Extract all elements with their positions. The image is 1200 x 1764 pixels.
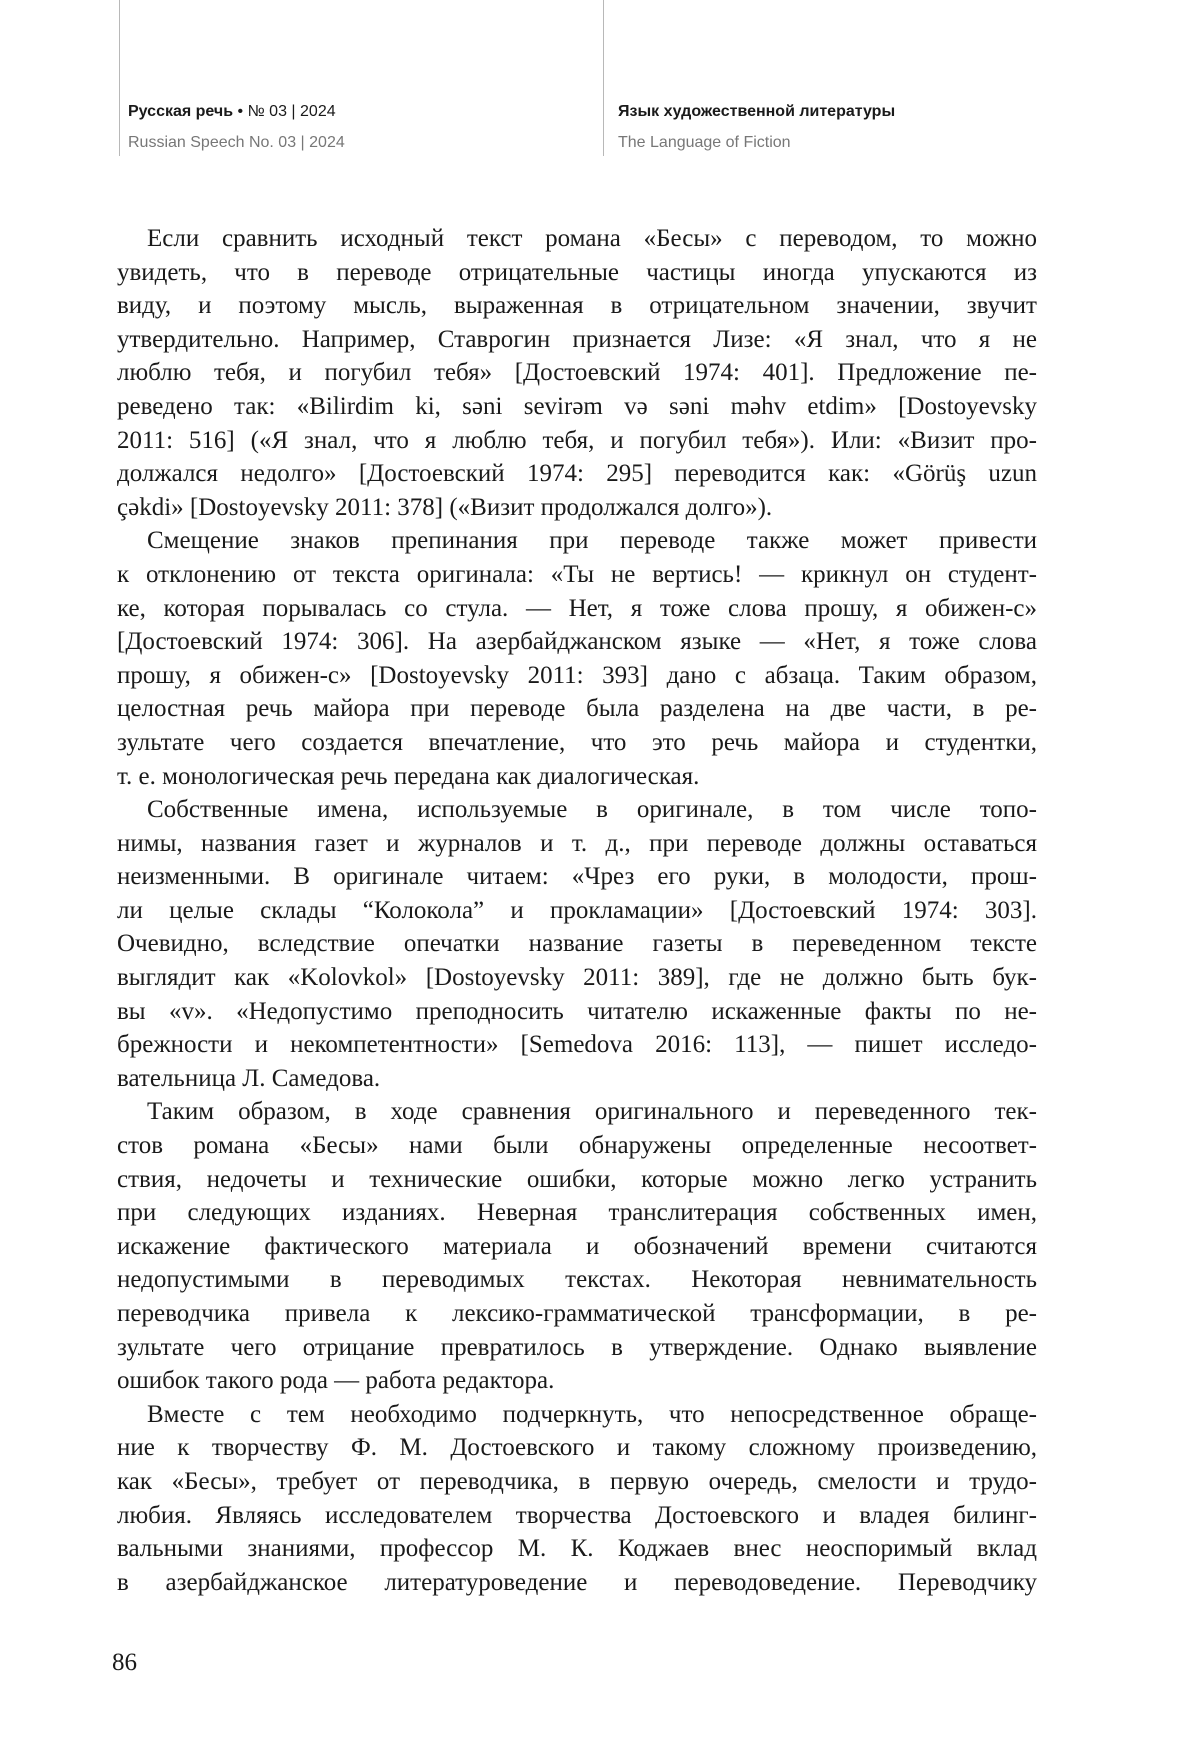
journal-title: [128, 102, 345, 122]
paragraph: [117, 793, 1037, 1095]
text-line: Вместе с тем необходимо подчеркнуть, что непосредственное обраще-: [147, 1400, 1037, 1428]
text-line: т. е. монологическая речь передана как диалогическая.: [117, 762, 700, 790]
text-line: стов романа «Бесы» нами были обнаружены определенные несоответ-: [117, 1132, 1037, 1160]
header-divider-right: [603, 0, 604, 156]
page-number: 86: [112, 1649, 137, 1676]
text-line: Таким образом, в ходе сравнения оригинального и переведенного тек-: [147, 1098, 1037, 1126]
text-line: брежности и некомпетентности» [Semedova 2016: 113], — пишет исследо-: [117, 1031, 1037, 1059]
text-line: в азербайджанское литературоведение и переводоведение. Переводчику: [117, 1568, 1037, 1596]
text-line: ние к творчеству Ф. М. Достоевского и такому сложному произведению,: [117, 1434, 1037, 1462]
text-line: к отклонению от текста оригинала: «Ты не вертись! — крикнул он студент-: [117, 560, 1037, 588]
text-line: увидеть, что в переводе отрицательные частицы иногда упускаются из: [117, 258, 1037, 286]
text-line: как «Бесы», требует от переводчика, в первую очередь, смелости и трудо-: [117, 1467, 1037, 1495]
text-line: целостная речь майора при переводе была разделена на две части, в ре-: [117, 695, 1037, 723]
text-line: ли целые склады “Колокола” и прокламации» [Достоевский 1974: 303].: [117, 896, 1037, 924]
paragraph: [117, 1095, 1037, 1397]
journal-title-en: Russian Speech No. 03 | 2024: [128, 134, 345, 151]
text-line: недопустимыми в переводимых текстах. Некоторая невнимательность: [117, 1266, 1037, 1294]
text-line: нимы, названия газет и журналов и т. д., при переводе должны оставаться: [117, 829, 1037, 857]
text-line: люблю тебя, и погубил тебя» [Достоевский 1974: 401]. Предложение пе-: [117, 359, 1037, 387]
text-line: искажение фактического материала и обозначений времени считаются: [117, 1232, 1037, 1260]
text-line: прошу, я обижен-с» [Dostoyevsky 2011: 393] дано с абзаца. Таким образом,: [117, 661, 1037, 689]
text-line: ке, которая порывалась со стула. — Нет, я тоже слова прошу, я обижен-с»: [117, 594, 1037, 622]
journal-name-ru: Русская речь: [128, 103, 234, 120]
paragraph: [117, 1398, 1037, 1600]
text-line: виду, и поэтому мысль, выраженная в отрицательном значении, звучит: [117, 292, 1037, 320]
issue-ru: № 03 | 2024: [247, 103, 336, 120]
text-line: выглядит как «Kolovkol» [Dostoyevsky 2011: 389], где не должно быть бук-: [117, 964, 1037, 992]
text-line: переводчика привела к лексико-грамматической трансформации, в ре-: [117, 1300, 1037, 1327]
bullet: •: [233, 103, 248, 120]
running-header-right: [618, 102, 895, 153]
paragraph: [117, 222, 1037, 524]
text-line: вательница Л. Самедова.: [117, 1064, 381, 1092]
text-line: должался недолго» [Достоевский 1974: 295] переводится как: «Görüş uzun: [117, 460, 1037, 488]
text-line: зультате чего создается впечатление, что это речь майора и студентки,: [117, 728, 1037, 756]
text-line: Смещение знаков препинания при переводе также может привести: [147, 527, 1037, 555]
text-line: Если сравнить исходный текст романа «Бесы» с переводом, то можно: [147, 225, 1037, 252]
running-header-left: [128, 102, 345, 153]
text-line: реведено так: «Bilirdim ki, səni sevirəm və səni məhv etdim» [Dostoyevsky: [117, 392, 1037, 420]
text-line: 2011: 516] («Я знал, что я люблю тебя, и погубил тебя»). Или: «Визит про-: [117, 426, 1037, 454]
text-line: ствия, недочеты и технические ошибки, которые можно легко устранить: [117, 1165, 1037, 1193]
section-title-en: The Language of Fiction: [618, 134, 791, 151]
section-title-ru: Язык художественной литературы: [618, 103, 896, 120]
paragraph: [117, 524, 1037, 793]
header-divider-left: [119, 0, 120, 156]
text-line: ошибок такого рода — работа редактора.: [117, 1367, 555, 1395]
text-line: вы «v». «Недопустимо преподносить читателю искаженные факты по не-: [117, 997, 1037, 1025]
text-line: неизменными. В оригинале читаем: «Чрез его руки, в молодости, прош-: [117, 863, 1037, 891]
text-line: при следующих изданиях. Неверная транслитерация собственных имен,: [117, 1199, 1037, 1227]
text-line: любия. Являясь исследователем творчества Достоевского и владея билинг-: [117, 1501, 1037, 1529]
text-line: утвердительно. Например, Ставрогин признается Лизе: «Я знал, что я не: [117, 325, 1037, 353]
text-line: зультате чего отрицание превратилось в утверждение. Однако выявление: [117, 1333, 1037, 1361]
text-line: Очевидно, вследствие опечатки название газеты в переведенном тексте: [117, 930, 1037, 958]
text-line: [Достоевский 1974: 306]. На азербайджанском языке — «Нет, я тоже слова: [117, 628, 1037, 656]
body-text: [117, 222, 1037, 1599]
text-line: вальными знаниями, профессор М. К. Коджаев внес неоспоримый вклад: [117, 1535, 1037, 1563]
text-line: çəkdi» [Dostoyevsky 2011: 378] («Визит продолжался долго»).: [117, 493, 773, 521]
text-line: Собственные имена, используемые в оригинале, в том числе топо-: [147, 796, 1037, 824]
